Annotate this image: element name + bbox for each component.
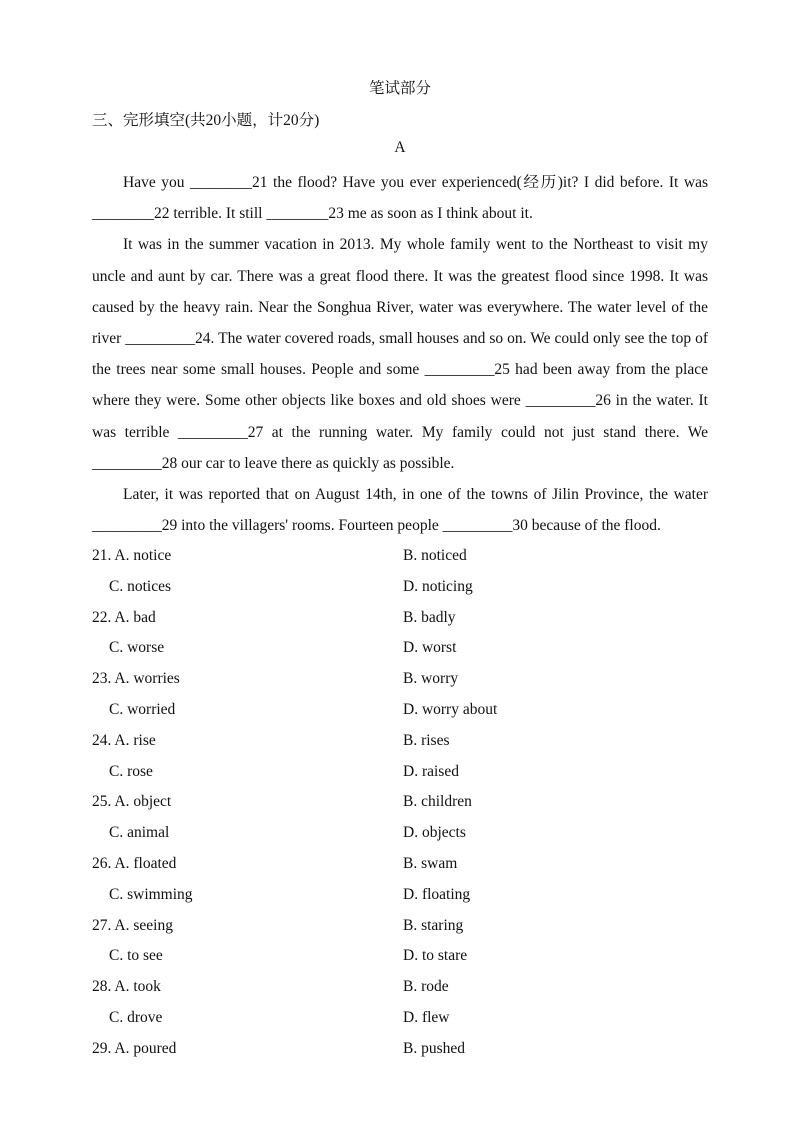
- question-number: 21.: [92, 547, 112, 564]
- option-b: B. worry: [403, 670, 459, 688]
- option-d: D. worst: [403, 639, 457, 657]
- option-d: D. flew: [403, 1008, 450, 1026]
- option-b: B. pushed: [403, 1039, 465, 1057]
- option-a: A. took: [114, 978, 161, 996]
- paragraph: Later, it was reported that on August 14th, in one of the towns of Jilin Province, the water _________29 into the villagers' rooms. Fourteen people _________30 because of the flood.: [92, 486, 708, 535]
- paragraph: Have you ________21 the flood? Have you ever experienced(经历)it? I did before. It was ________22 terrible. It still ________23 me as soon as I think about it.: [92, 174, 708, 223]
- question-number: 29.: [92, 1039, 112, 1057]
- option-c: C. worse: [109, 639, 165, 657]
- question-row: [92, 1003, 708, 1034]
- question-row: [92, 972, 708, 1003]
- question-number: 27.: [92, 916, 112, 934]
- option-b: B. badly: [403, 608, 456, 626]
- option-c: C. animal: [109, 824, 170, 842]
- option-c: C. notices: [109, 577, 171, 595]
- question-row: [92, 664, 708, 695]
- paragraph: It was in the summer vacation in 2013. My whole family went to the Northeast to visit my uncle and aunt by car. There was a great flood there. It was the greatest flood since 1998. It was caused by the heavy rain. Near the Songhua River, water was everywhere. The water level of the river _________24. The water covered roads, small houses and so on. We could only see the top of the trees near some small houses. People and some _________25 had been away from the place where they were. Some other objects like boxes and old shoes were _________26 in the water. It was terrible _________27 at the running water. My family could not just stand there. We _________28 our car to leave there as quickly as possible.: [92, 236, 708, 472]
- option-d: D. to stare: [403, 947, 468, 965]
- option-c: C. rose: [109, 762, 153, 780]
- question-number: 26.: [92, 854, 112, 872]
- question-row: [92, 695, 708, 726]
- option-a: A. rise: [114, 731, 156, 749]
- option-b: B. noticed: [403, 547, 467, 564]
- question-row: [92, 541, 708, 572]
- option-a: A. poured: [114, 1039, 177, 1057]
- option-c: C. drove: [109, 1008, 163, 1026]
- question-row: [92, 1034, 708, 1065]
- question-row: [92, 911, 708, 942]
- option-c: C. swimming: [109, 885, 193, 903]
- question-number: 22.: [92, 608, 112, 626]
- section-heading: 三、完形填空(共20小题，计20分): [92, 112, 320, 129]
- option-a: A. notice: [114, 547, 172, 564]
- question-row: [92, 633, 708, 664]
- option-a: A. floated: [114, 854, 177, 872]
- option-d: D. raised: [403, 762, 459, 780]
- question-row: [92, 757, 708, 788]
- question-number: 23.: [92, 670, 112, 688]
- option-b: B. children: [403, 793, 472, 811]
- question-row: [92, 572, 708, 603]
- option-d: D. floating: [403, 885, 471, 903]
- cloze-passage: [92, 167, 708, 541]
- question-row: [92, 787, 708, 818]
- option-a: A. seeing: [114, 916, 173, 934]
- question-number: 24.: [92, 731, 112, 749]
- option-b: B. rises: [403, 731, 450, 749]
- question-row: [92, 849, 708, 880]
- options-list: [92, 541, 708, 1065]
- question-number: 25.: [92, 793, 112, 811]
- question-row: [92, 880, 708, 911]
- passage-label: A: [394, 139, 406, 156]
- option-a: A. bad: [114, 608, 156, 626]
- option-a: A. object: [114, 793, 172, 811]
- option-d: D. objects: [403, 824, 466, 842]
- question-row: [92, 603, 708, 634]
- page-title: 笔试部分: [368, 80, 431, 97]
- option-d: D. noticing: [403, 577, 473, 595]
- option-d: D. worry about: [403, 700, 498, 718]
- question-row: [92, 726, 708, 757]
- question-row: [92, 941, 708, 972]
- option-b: B. staring: [403, 916, 464, 934]
- option-a: A. worries: [114, 670, 180, 688]
- question-number: 28.: [92, 978, 112, 996]
- option-c: C. worried: [109, 700, 176, 718]
- option-b: B. rode: [403, 978, 449, 996]
- option-c: C. to see: [109, 947, 163, 965]
- question-row: [92, 818, 708, 849]
- option-b: B. swam: [403, 854, 458, 872]
